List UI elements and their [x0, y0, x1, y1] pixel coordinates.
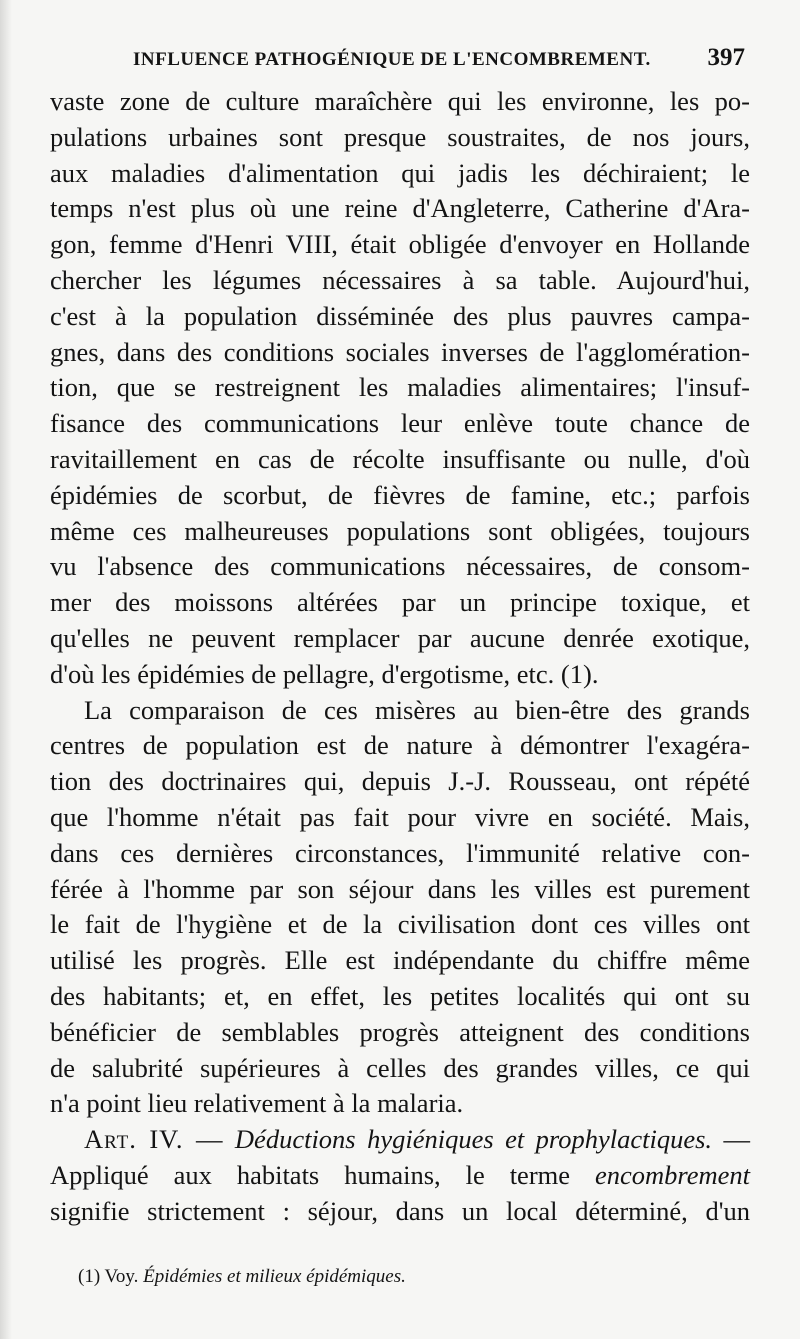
article-title: Déductions hygiéniques et prophylactiques.: [234, 1124, 713, 1155]
keyword-encombrement: encombrement: [594, 1159, 750, 1190]
text-line: des habitants; et, en effet, les petites localités qui ont su: [50, 980, 750, 1011]
text-line: de salubrité supérieures à celles des grandes villes, ce qui: [50, 1052, 750, 1083]
running-title: INFLUENCE PATHOGÉNIQUE DE L'ENCOMBREMENT.: [133, 49, 651, 70]
body-text: [50, 84, 750, 1230]
text-line: d'où les épidémies de pellagre, d'ergotisme, etc. (1).: [50, 658, 599, 689]
text-fragment: Appliqué aux habitats humains, le terme: [50, 1159, 571, 1190]
text-line: le fait de l'hygiène et de la civilisation dont ces villes ont: [50, 909, 750, 940]
text-line: même ces malheureuses populations sont obligées, toujours: [50, 515, 750, 546]
text-line: fisance des communications leur enlève toute chance de: [50, 408, 750, 439]
text-line: férée à l'homme par son séjour dans les villes est purement: [50, 873, 750, 904]
text-line: signifie strictement : séjour, dans un local déterminé, d'un: [50, 1195, 750, 1226]
text-line: épidémies de scorbut, de fièvres de famine, etc.; parfois: [50, 479, 750, 510]
text-line: mer des moissons altérées par un principe toxique, et: [50, 587, 750, 618]
text-line: tion des doctrinaires qui, depuis J.-J. Rousseau, ont répété: [50, 766, 750, 797]
text-line: qu'elles ne peuvent remplacer par aucune denrée exotique,: [50, 622, 750, 653]
text-line: chercher les légumes nécessaires à sa table. Aujourd'hui,: [50, 264, 750, 295]
text-line: n'a point lieu relativement à la malaria.: [50, 1088, 464, 1119]
footnote-marker: (1) Voy.: [78, 1266, 139, 1287]
text-line: ravitaillement en cas de récolte insuffisante ou nulle, d'où: [50, 443, 750, 474]
text-line: aux maladies d'alimentation qui jadis les déchiraient; le: [50, 157, 750, 188]
text-line: vu l'absence des communications nécessaires, de consom-: [50, 551, 750, 582]
text-line: que l'homme n'était pas fait pour vivre en société. Mais,: [50, 801, 750, 832]
article-dash: —: [723, 1124, 751, 1155]
text-line: bénéficier de semblables progrès atteignent des conditions: [50, 1016, 750, 1047]
text-line: utilisé les progrès. Elle est indépendante du chiffre même: [50, 945, 750, 976]
running-head: [133, 44, 745, 72]
footnote-title: Épidémies et milieux épidémiques.: [143, 1266, 406, 1287]
text-line: c'est à la population disséminée des plus pauvres campa-: [50, 300, 750, 331]
text-line: gon, femme d'Henri VIII, était obligée d'envoyer en Hollande: [50, 229, 750, 260]
article-heading-line: [50, 1122, 750, 1158]
text-line: temps n'est plus où une reine d'Angleterre, Catherine d'Ara-: [50, 193, 750, 224]
text-line: gnes, dans des conditions sociales inverses de l'agglomération-: [50, 336, 750, 367]
text-line: centres de population est de nature à démontrer l'exagéra-: [50, 730, 750, 761]
text-line: vaste zone de culture maraîchère qui les environne, les po-: [50, 86, 750, 116]
text-line: pulations urbaines sont presque soustraites, de nos jours,: [50, 121, 750, 152]
article-label: Art. IV. —: [84, 1124, 224, 1155]
page-gutter-shadow: [0, 0, 12, 1339]
footnote: [78, 1266, 406, 1288]
text-line: dans ces dernières circonstances, l'immunité relative con-: [50, 837, 750, 868]
page-number: 397: [707, 44, 745, 71]
text-line: [50, 1158, 750, 1194]
text-line: tion, que se restreignent les maladies alimentaires; l'insuf-: [50, 372, 750, 403]
text-line: La comparaison de ces misères au bien-être des grands: [84, 694, 750, 725]
